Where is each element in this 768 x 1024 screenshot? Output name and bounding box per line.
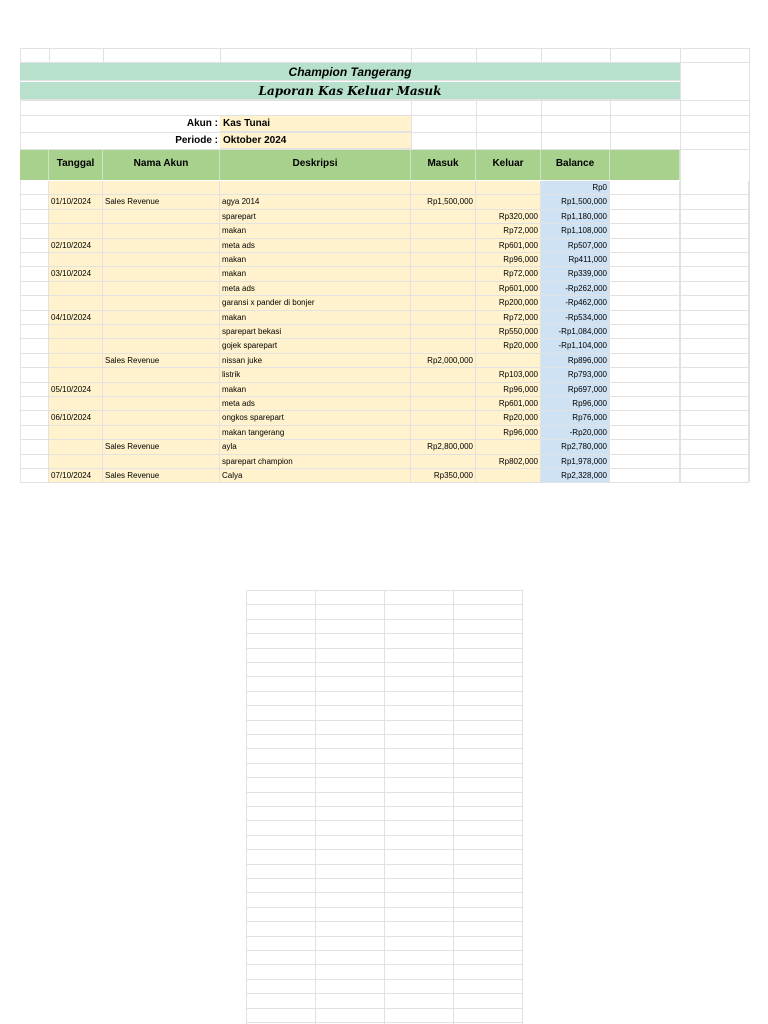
row-blank-cell xyxy=(680,311,749,325)
keluar-cell[interactable]: Rp601,000 xyxy=(476,239,541,253)
balance-cell[interactable]: -Rp1,104,000 xyxy=(541,339,610,353)
header-blank-left xyxy=(20,150,49,180)
nama-akun-cell[interactable] xyxy=(103,210,220,224)
masuk-cell[interactable] xyxy=(411,411,476,425)
nama-akun-cell[interactable] xyxy=(103,267,220,281)
grid-line xyxy=(246,590,522,591)
balance-cell[interactable]: Rp697,000 xyxy=(541,383,610,397)
grid-line xyxy=(476,100,477,150)
tanggal-cell[interactable]: 05/10/2024 xyxy=(49,383,103,397)
grid-line xyxy=(246,619,522,620)
row-blank-cell xyxy=(610,411,680,425)
header-blank-right xyxy=(610,150,680,180)
row-blank-cell xyxy=(20,426,49,440)
deskripsi-cell[interactable]: listrik xyxy=(220,368,411,382)
keluar-cell[interactable]: Rp20,000 xyxy=(476,339,541,353)
row-blank-cell xyxy=(20,397,49,411)
keluar-cell[interactable]: Rp72,000 xyxy=(476,311,541,325)
deskripsi-cell[interactable] xyxy=(220,181,411,195)
keluar-cell[interactable]: Rp72,000 xyxy=(476,267,541,281)
deskripsi-cell[interactable]: sparepart bekasi xyxy=(220,325,411,339)
grid-line xyxy=(246,950,522,951)
nama-akun-cell[interactable] xyxy=(103,368,220,382)
row-blank-cell xyxy=(20,181,49,195)
row-blank-cell xyxy=(20,195,49,209)
masuk-cell[interactable]: Rp2,800,000 xyxy=(411,440,476,454)
row-blank-cell xyxy=(610,397,680,411)
grid-line xyxy=(246,662,522,663)
grid-line xyxy=(246,590,247,1024)
deskripsi-cell[interactable]: garansi x pander di bonjer xyxy=(220,296,411,310)
tanggal-cell[interactable] xyxy=(49,181,103,195)
deskripsi-cell[interactable]: makan tangerang xyxy=(220,426,411,440)
grid-line xyxy=(246,705,522,706)
nama-akun-cell[interactable] xyxy=(103,325,220,339)
masuk-cell[interactable] xyxy=(411,253,476,267)
nama-akun-cell[interactable] xyxy=(103,239,220,253)
row-blank-cell xyxy=(680,224,749,238)
balance-cell[interactable]: Rp793,000 xyxy=(541,368,610,382)
row-blank-cell xyxy=(680,253,749,267)
row-blank-cell xyxy=(680,210,749,224)
deskripsi-cell[interactable]: Calya xyxy=(220,469,411,483)
grid-line xyxy=(246,648,522,649)
grid-line xyxy=(411,48,412,62)
row-blank-cell xyxy=(610,224,680,238)
tanggal-cell[interactable] xyxy=(49,282,103,296)
row-blank-cell xyxy=(20,282,49,296)
balance-cell[interactable]: Rp96,000 xyxy=(541,397,610,411)
keluar-cell[interactable] xyxy=(476,181,541,195)
grid-line xyxy=(220,48,221,62)
grid-line xyxy=(541,100,542,150)
nama-akun-cell[interactable] xyxy=(103,426,220,440)
balance-cell[interactable]: Rp1,180,000 xyxy=(541,210,610,224)
balance-cell[interactable]: Rp1,978,000 xyxy=(541,455,610,469)
masuk-cell[interactable] xyxy=(411,239,476,253)
grid-line xyxy=(453,590,454,1024)
report-company-title: Champion Tangerang xyxy=(20,63,680,81)
grid-line xyxy=(610,48,611,62)
row-blank-cell xyxy=(610,296,680,310)
masuk-cell[interactable] xyxy=(411,339,476,353)
nama-akun-cell[interactable] xyxy=(103,253,220,267)
row-blank-cell xyxy=(20,311,49,325)
balance-cell[interactable]: Rp411,000 xyxy=(541,253,610,267)
balance-cell[interactable]: -Rp534,000 xyxy=(541,311,610,325)
nama-akun-cell[interactable] xyxy=(103,311,220,325)
row-blank-cell xyxy=(680,296,749,310)
akun-label: Akun : xyxy=(186,118,218,129)
keluar-cell[interactable] xyxy=(476,354,541,368)
grid-line xyxy=(246,676,522,677)
masuk-cell[interactable] xyxy=(411,426,476,440)
row-blank-cell xyxy=(680,354,749,368)
row-blank-cell xyxy=(680,195,749,209)
row-blank-cell xyxy=(610,210,680,224)
keluar-cell[interactable]: Rp96,000 xyxy=(476,383,541,397)
row-blank-cell xyxy=(610,267,680,281)
grid-line xyxy=(246,792,522,793)
masuk-cell[interactable] xyxy=(411,311,476,325)
row-blank-cell xyxy=(610,239,680,253)
masuk-cell[interactable] xyxy=(411,325,476,339)
grid-line xyxy=(246,806,522,807)
row-blank-cell xyxy=(610,325,680,339)
grid-line xyxy=(246,921,522,922)
header-masuk[interactable]: Masuk xyxy=(411,150,476,180)
row-blank-cell xyxy=(20,339,49,353)
deskripsi-cell[interactable]: meta ads xyxy=(220,282,411,296)
periode-label: Periode : xyxy=(175,135,218,146)
row-blank-cell xyxy=(20,469,49,483)
row-blank-cell xyxy=(20,411,49,425)
masuk-cell[interactable]: Rp2,000,000 xyxy=(411,354,476,368)
deskripsi-cell[interactable]: sparepart xyxy=(220,210,411,224)
nama-akun-cell[interactable] xyxy=(103,181,220,195)
tanggal-cell[interactable] xyxy=(49,224,103,238)
masuk-cell[interactable] xyxy=(411,224,476,238)
balance-cell[interactable]: Rp1,108,000 xyxy=(541,224,610,238)
tanggal-cell[interactable]: 03/10/2024 xyxy=(49,267,103,281)
row-blank-cell xyxy=(680,440,749,454)
nama-akun-cell[interactable]: Sales Revenue xyxy=(103,195,220,209)
tanggal-cell[interactable] xyxy=(49,397,103,411)
nama-akun-cell[interactable] xyxy=(103,383,220,397)
grid-line xyxy=(246,964,522,965)
grid-line xyxy=(20,48,749,49)
row-blank-cell xyxy=(680,267,749,281)
tanggal-cell[interactable]: 07/10/2024 xyxy=(49,469,103,483)
grid-line xyxy=(246,835,522,836)
masuk-cell[interactable] xyxy=(411,267,476,281)
tanggal-cell[interactable]: 04/10/2024 xyxy=(49,311,103,325)
row-blank-cell xyxy=(610,383,680,397)
masuk-cell[interactable] xyxy=(411,368,476,382)
row-blank-cell xyxy=(20,455,49,469)
tanggal-cell[interactable] xyxy=(49,296,103,310)
balance-cell[interactable]: Rp76,000 xyxy=(541,411,610,425)
keluar-cell[interactable]: Rp802,000 xyxy=(476,455,541,469)
tanggal-cell[interactable]: 01/10/2024 xyxy=(49,195,103,209)
row-blank-cell xyxy=(610,469,680,483)
tanggal-cell[interactable]: 06/10/2024 xyxy=(49,411,103,425)
row-blank-cell xyxy=(680,455,749,469)
row-blank-cell xyxy=(680,368,749,382)
deskripsi-cell[interactable]: makan xyxy=(220,267,411,281)
row-blank-cell xyxy=(680,426,749,440)
keluar-cell[interactable]: Rp96,000 xyxy=(476,426,541,440)
tanggal-cell[interactable] xyxy=(49,325,103,339)
row-blank-cell xyxy=(610,368,680,382)
deskripsi-cell[interactable]: makan xyxy=(220,311,411,325)
row-blank-cell xyxy=(20,239,49,253)
keluar-cell[interactable] xyxy=(476,440,541,454)
masuk-cell[interactable]: Rp350,000 xyxy=(411,469,476,483)
deskripsi-cell[interactable]: ongkos sparepart xyxy=(220,411,411,425)
grid-line xyxy=(246,1022,522,1023)
keluar-cell[interactable]: Rp601,000 xyxy=(476,282,541,296)
deskripsi-cell[interactable]: meta ads xyxy=(220,397,411,411)
periode-value-cell[interactable]: Oktober 2024 xyxy=(220,133,411,149)
row-blank-cell xyxy=(20,267,49,281)
grid-line xyxy=(749,48,750,482)
grid-line xyxy=(246,993,522,994)
row-blank-cell xyxy=(680,325,749,339)
row-blank-cell xyxy=(20,354,49,368)
nama-akun-cell[interactable] xyxy=(103,455,220,469)
tanggal-cell[interactable] xyxy=(49,339,103,353)
nama-akun-cell[interactable]: Sales Revenue xyxy=(103,469,220,483)
grid-line xyxy=(246,878,522,879)
grid-line xyxy=(384,590,385,1024)
grid-line xyxy=(49,48,50,62)
keluar-cell[interactable] xyxy=(476,195,541,209)
masuk-cell[interactable]: Rp1,500,000 xyxy=(411,195,476,209)
nama-akun-cell[interactable] xyxy=(103,224,220,238)
row-blank-cell xyxy=(610,253,680,267)
balance-cell[interactable]: -Rp462,000 xyxy=(541,296,610,310)
grid-line xyxy=(20,100,749,101)
deskripsi-cell[interactable]: sparepart champion xyxy=(220,455,411,469)
nama-akun-cell[interactable]: Sales Revenue xyxy=(103,354,220,368)
grid-line xyxy=(522,590,523,1024)
row-blank-cell xyxy=(20,253,49,267)
tanggal-cell[interactable]: 02/10/2024 xyxy=(49,239,103,253)
deskripsi-cell[interactable]: ayla xyxy=(220,440,411,454)
row-blank-cell xyxy=(610,354,680,368)
header-keluar[interactable]: Keluar xyxy=(476,150,541,180)
nama-akun-cell[interactable] xyxy=(103,411,220,425)
keluar-cell[interactable]: Rp20,000 xyxy=(476,411,541,425)
row-blank-cell xyxy=(680,383,749,397)
row-blank-cell xyxy=(610,426,680,440)
row-blank-cell xyxy=(610,181,680,195)
grid-line xyxy=(411,100,412,150)
tanggal-cell[interactable] xyxy=(49,455,103,469)
grid-line xyxy=(476,48,477,62)
keluar-cell[interactable]: Rp72,000 xyxy=(476,224,541,238)
row-blank-cell xyxy=(20,325,49,339)
nama-akun-cell[interactable] xyxy=(103,296,220,310)
row-blank-cell xyxy=(680,239,749,253)
balance-cell[interactable]: Rp507,000 xyxy=(541,239,610,253)
deskripsi-cell[interactable]: makan xyxy=(220,253,411,267)
row-blank-cell xyxy=(610,282,680,296)
grid-line xyxy=(246,979,522,980)
deskripsi-cell[interactable]: nissan juke xyxy=(220,354,411,368)
row-blank-cell xyxy=(20,383,49,397)
grid-line xyxy=(315,590,316,1024)
tanggal-cell[interactable] xyxy=(49,354,103,368)
row-blank-cell xyxy=(610,339,680,353)
balance-cell[interactable]: -Rp1,084,000 xyxy=(541,325,610,339)
tanggal-cell[interactable] xyxy=(49,440,103,454)
balance-cell[interactable]: Rp339,000 xyxy=(541,267,610,281)
grid-line xyxy=(246,864,522,865)
masuk-cell[interactable] xyxy=(411,383,476,397)
tanggal-cell[interactable] xyxy=(49,210,103,224)
deskripsi-cell[interactable]: agya 2014 xyxy=(220,195,411,209)
nama-akun-cell[interactable] xyxy=(103,282,220,296)
balance-cell[interactable]: Rp1,500,000 xyxy=(541,195,610,209)
header-balance[interactable]: Balance xyxy=(541,150,610,180)
row-blank-cell xyxy=(680,282,749,296)
grid-line xyxy=(610,100,611,150)
row-blank-cell xyxy=(610,440,680,454)
header-deskripsi[interactable]: Deskripsi xyxy=(220,150,411,180)
grid-line xyxy=(103,48,104,62)
header-nama-akun[interactable]: Nama Akun xyxy=(103,150,220,180)
grid-line xyxy=(246,777,522,778)
keluar-cell[interactable]: Rp601,000 xyxy=(476,397,541,411)
balance-cell[interactable]: -Rp20,000 xyxy=(541,426,610,440)
masuk-cell[interactable] xyxy=(411,181,476,195)
row-blank-cell xyxy=(610,195,680,209)
row-blank-cell xyxy=(680,181,749,195)
row-blank-cell xyxy=(680,339,749,353)
grid-line xyxy=(246,849,522,850)
row-blank-cell xyxy=(610,455,680,469)
header-tanggal[interactable]: Tanggal xyxy=(49,150,103,180)
row-blank-cell xyxy=(20,440,49,454)
tanggal-cell[interactable] xyxy=(49,426,103,440)
opening-balance-cell[interactable]: Rp0 xyxy=(541,181,610,195)
nama-akun-cell[interactable] xyxy=(103,339,220,353)
grid-line xyxy=(246,1008,522,1009)
grid-line xyxy=(246,720,522,721)
row-blank-cell xyxy=(680,469,749,483)
balance-cell[interactable]: Rp2,780,000 xyxy=(541,440,610,454)
grid-line xyxy=(246,907,522,908)
keluar-cell[interactable]: Rp200,000 xyxy=(476,296,541,310)
nama-akun-cell[interactable]: Sales Revenue xyxy=(103,440,220,454)
masuk-cell[interactable] xyxy=(411,455,476,469)
masuk-cell[interactable] xyxy=(411,397,476,411)
keluar-cell[interactable]: Rp103,000 xyxy=(476,368,541,382)
grid-line xyxy=(246,820,522,821)
deskripsi-cell[interactable]: gojek sparepart xyxy=(220,339,411,353)
deskripsi-cell[interactable]: makan xyxy=(220,224,411,238)
row-blank-cell xyxy=(20,368,49,382)
grid-line xyxy=(246,748,522,749)
row-blank-cell xyxy=(680,397,749,411)
grid-line xyxy=(541,48,542,62)
row-blank-cell xyxy=(610,311,680,325)
row-blank-cell xyxy=(680,411,749,425)
tanggal-cell[interactable] xyxy=(49,368,103,382)
row-blank-cell xyxy=(20,224,49,238)
nama-akun-cell[interactable] xyxy=(103,397,220,411)
akun-value-cell[interactable]: Kas Tunai xyxy=(220,116,411,132)
grid-line xyxy=(246,892,522,893)
keluar-cell[interactable]: Rp550,000 xyxy=(476,325,541,339)
balance-cell[interactable]: -Rp262,000 xyxy=(541,282,610,296)
grid-line xyxy=(246,691,522,692)
grid-line xyxy=(246,763,522,764)
grid-line xyxy=(246,936,522,937)
grid-line xyxy=(246,734,522,735)
grid-line xyxy=(246,604,522,605)
row-blank-cell xyxy=(20,296,49,310)
report-subtitle: Laporan Kas Keluar Masuk xyxy=(20,82,680,100)
keluar-cell[interactable]: Rp96,000 xyxy=(476,253,541,267)
masuk-cell[interactable] xyxy=(411,210,476,224)
grid-line xyxy=(246,633,522,634)
balance-cell[interactable]: Rp896,000 xyxy=(541,354,610,368)
keluar-cell[interactable] xyxy=(476,469,541,483)
tanggal-cell[interactable] xyxy=(49,253,103,267)
keluar-cell[interactable]: Rp320,000 xyxy=(476,210,541,224)
row-blank-cell xyxy=(20,210,49,224)
balance-cell[interactable]: Rp2,328,000 xyxy=(541,469,610,483)
masuk-cell[interactable] xyxy=(411,296,476,310)
masuk-cell[interactable] xyxy=(411,282,476,296)
deskripsi-cell[interactable]: makan xyxy=(220,383,411,397)
deskripsi-cell[interactable]: meta ads xyxy=(220,239,411,253)
